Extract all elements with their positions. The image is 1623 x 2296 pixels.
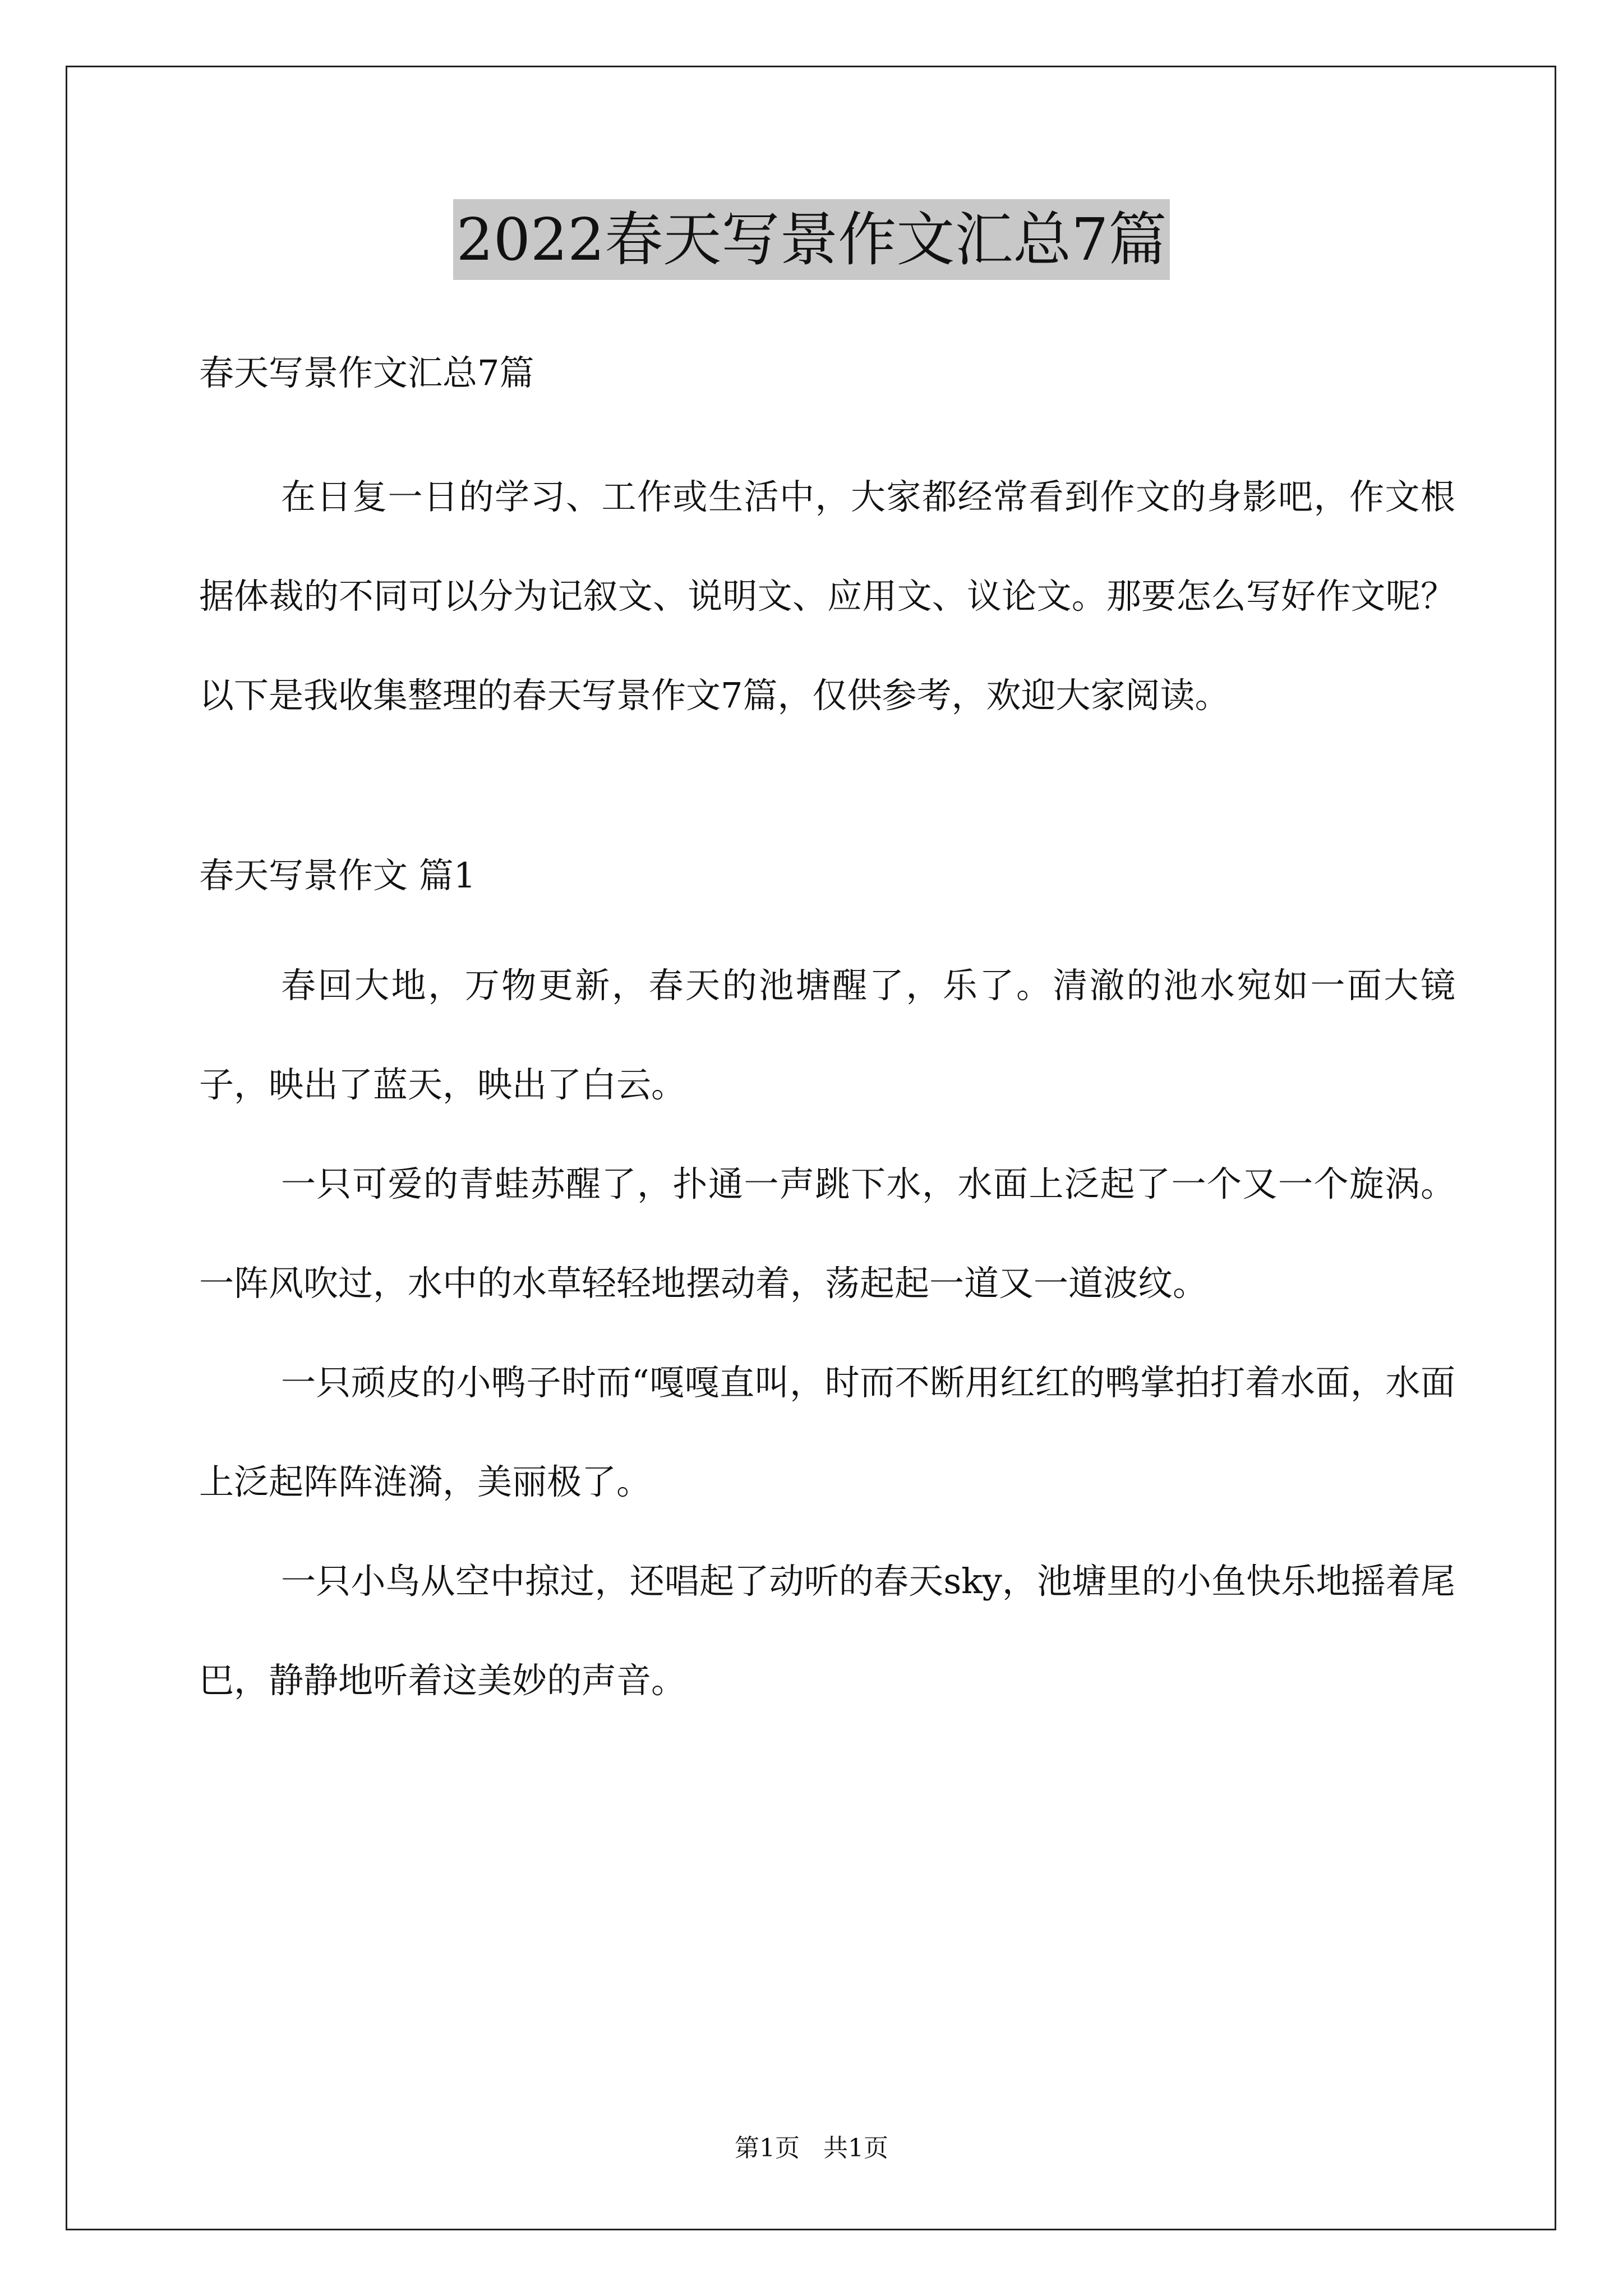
- body-paragraph-4: 一只小鸟从空中掠过，还唱起了动听的春天sky，池塘里的小鱼快乐地摇着尾巴，静静地听着这美妙的声音。: [199, 1561, 1455, 1701]
- body-paragraph-2: 一只可爱的青蛙苏醒了，扑通一声跳下水，水面上泛起了一个又一个旋涡。一阵风吹过，水中的水草轻轻地摆动着，荡起起一道又一道波纹。: [199, 1163, 1455, 1304]
- body-paragraph-3: 一只顽皮的小鸭子时而“嘎嘎直叫，时而不断用红红的鸭掌拍打着水面，水面上泛起阵阵涟漪，美丽极了。: [199, 1362, 1455, 1502]
- document-title: 2022春天写景作文汇总7篇: [453, 199, 1170, 280]
- spacer: [199, 912, 1455, 936]
- page-footer: 第1页 共1页: [735, 2134, 888, 2162]
- section-heading: 春天写景作文 篇1: [199, 855, 476, 896]
- spacer: [199, 745, 1455, 839]
- document-body: [199, 337, 1455, 1730]
- body-paragraph-1: 春回大地，万物更新，春天的池塘醒了，乐了。清澈的池水宛如一面大镜子，映出了蓝天，映出了白云。: [199, 965, 1455, 1105]
- intro-paragraph: 在日复一日的学习、工作或生活中，大家都经常看到作文的身影吧，作文根据体裁的不同可以分为记叙文、说明文、应用文、议论文。那要怎么写好作文呢？以下是我收集整理的春天写景作文7篇，仅供参考，欢迎大家阅读。: [199, 476, 1455, 716]
- spacer: [199, 409, 1455, 447]
- title-container: [0, 199, 1623, 280]
- document-subtitle: 春天写景作文汇总7篇: [199, 352, 534, 393]
